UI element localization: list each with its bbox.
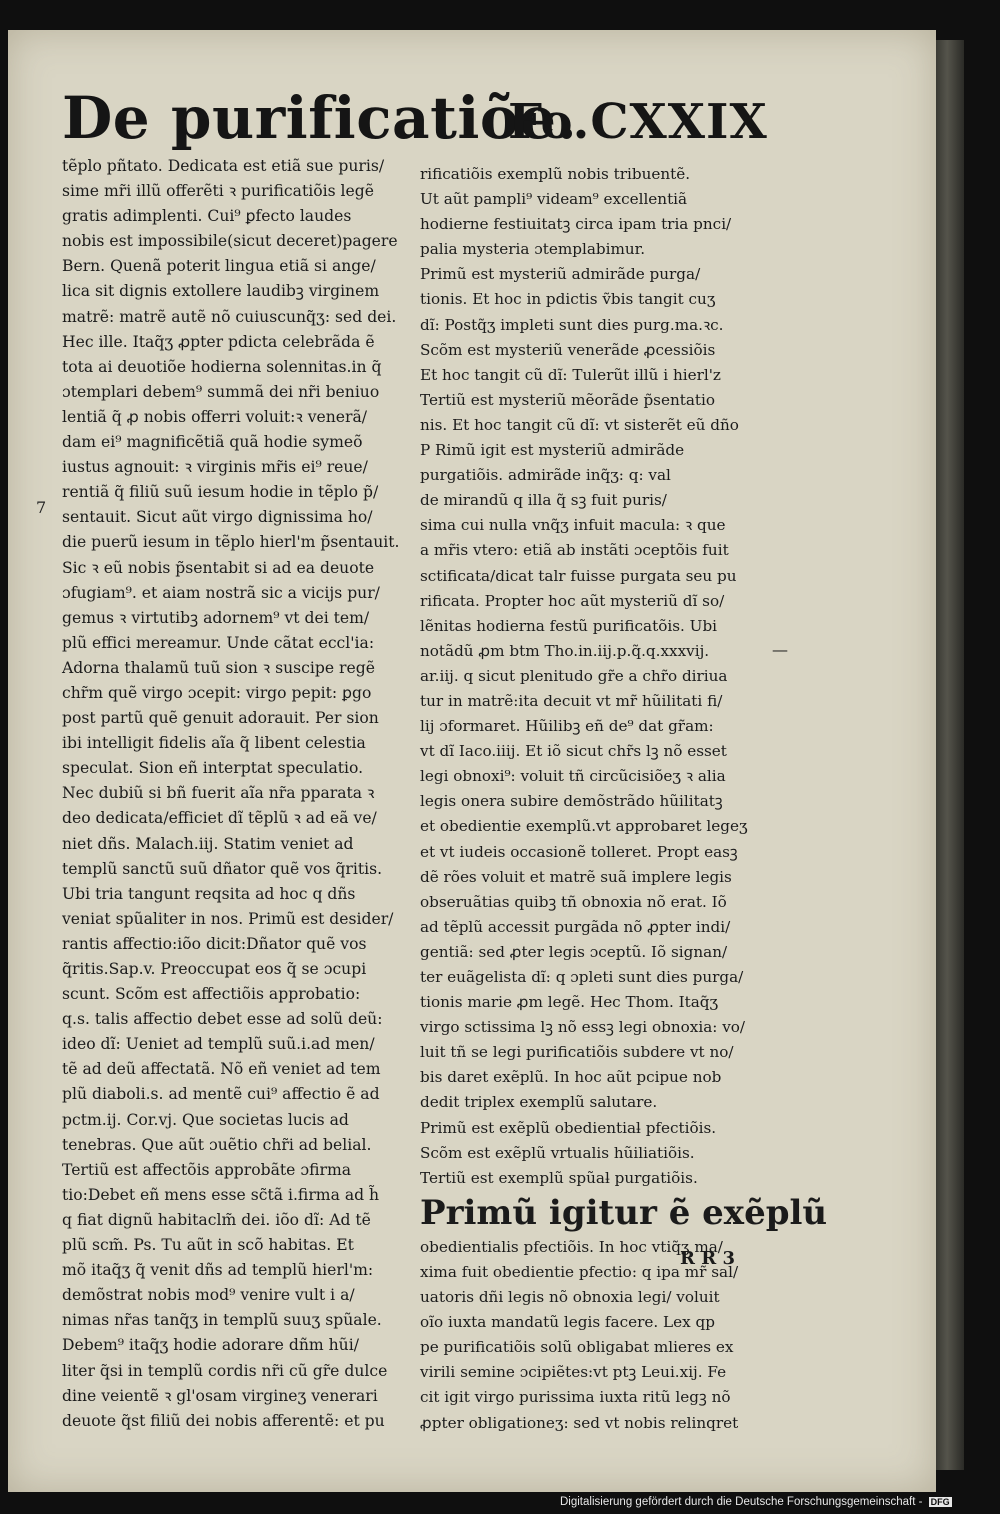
text-line: bis daret exẽplũ. In hoc aũt pcipue nob [420,1068,722,1087]
text-line: tẽplo pñtato. Dedicata est etiã sue puris/ [62,157,385,175]
text-line: veniat spũaliter in nos. Primũ est desider/ [62,909,394,928]
text-line: de mirandũ q illa q̃ sꝫ fuit puris/ [420,491,667,510]
text-line: dĩ: Postq̃ʒ impleti sunt dies purg.ma.ꝛc. [420,315,724,334]
text-line: oĩo iuxta mandatũ legis facere. Lex qp [420,1313,715,1332]
text-line: palia mysteria ɔtemplabimur. [420,240,646,259]
text-line: plũ diaboli.s. ad mentẽ cui⁹ affectio ẽ ad [62,1085,380,1104]
text-line: lij ɔformaret. Hũilibꝫ eñ de⁹ dat gr̃am: [420,717,714,736]
text-line: xima fuit obedientie pfectio: q ipa mr̃ sal/ [420,1262,739,1281]
text-line: Debem⁹ itaq̃ʒ hodie adorare dñm hũi/ [62,1336,359,1355]
left-text-column [62,154,414,1434]
text-line: ibi intelligit fidelis aĩa q̃ libent celestia [62,734,366,753]
text-line: tur in matrẽ:ita decuit vt mr̃ hũilitati fi/ [420,691,723,710]
text-line: ter euãgelista dĩ: q ɔpleti sunt dies purga/ [420,968,744,986]
dfg-logo: DFG [930,1496,950,1507]
text-line: deuote q̃st filiũ dei nobis afferentẽ: et pu [62,1411,385,1430]
text-line: tionis. Et hoc in pdictis ṽbis tangit cuʒ [420,290,716,309]
text-line: nimas nr̃as tanq̃ʒ in templũ suuʒ spũale. [62,1311,382,1330]
text-line: sentauit. Sicut aũt virgo dignissima ho/ [62,508,373,527]
text-line: tenebras. Que aũt ɔuẽtio chr̃i ad belial. [62,1135,372,1154]
text-line: rantis affectio:iõo dicit:Dñator quẽ vos [62,934,367,953]
text-line: Tertiũ est mysteriũ mẽorãde p̃sentatio [420,390,716,409]
text-line: notãdũ ꝓm btm Tho.in.iij.p.q̃.q.xxxvij. [420,641,710,660]
text-line: q fiat dignũ habitaclm̃ dei. iõo dĩ: Ad tẽ [62,1210,371,1229]
text-line: scunt. Scõm est affectiõis approbatio: [62,985,361,1004]
text-line: vt dĩ Iaco.iiij. Et iõ sicut chr̃s lꝫ nõ esset [420,742,727,761]
text-line: et obedientie exemplũ.vt approbaret legeʒ [420,817,748,836]
text-line: matrẽ: matrẽ autẽ nõ cuiuscunq̃ʒ: sed dei. [62,307,397,326]
text-line: ɔfugiam⁹. et aiam nostrã sic a vicijs pur/ [62,583,380,602]
text-line: demõstrat nobis mod⁹ venire vult i a/ [62,1286,355,1305]
text-line: Et hoc tangit cũ dĩ: Tulerũt illũ i hierl'z [420,365,721,384]
text-line: rificata. Propter hoc aũt mysteriũ dĩ so/ [420,591,725,610]
text-line: luit tñ se legi purificatiõis subdere vt no/ [420,1043,734,1062]
text-line: Primũ igitur ẽ exẽplũ [420,1192,828,1233]
text-line: gentiã: sed ꝓter legis ɔceptũ. Iõ signan/ [420,942,728,961]
left-margin-mark: 7 [36,498,47,517]
text-line: Hec ille. Itaq̃ʒ ꝓpter pdicta celebrãda ẽ [62,332,375,351]
text-line: sima cui nulla vnq̃ʒ infuit macula: ꝛ que [420,516,726,535]
text-line: dẽ rões voluit et matrẽ suã implere legis [420,867,732,886]
text-line: lentiã q̃ ꝓ nobis offerri voluit:ꝛ venerã/ [62,407,368,426]
text-line: dedit triplex exemplũ salutare. [420,1093,658,1112]
text-line: nis. Et hoc tangit cũ dĩ: vt sisterẽt eũ dño [420,415,739,434]
text-line: uatoris dñi legis nõ obnoxia legi/ voluit [420,1288,720,1307]
footer-credit: Digitalisierung gefördert durch die Deutsche Forschungsgemeinschaft - [560,1496,923,1508]
text-line: rificatiõis exemplũ nobis tribuentẽ. [420,165,691,183]
text-line: obseruãtias quibꝫ tñ obnoxia nõ erat. Iõ [420,892,727,911]
text-line: post partũ quẽ genuit adorauit. Per sion [62,709,379,728]
text-line: Ubi tria tangunt reqsita ad hoc q dñs [62,884,356,903]
text-line: rentiã q̃ filiũ suũ iesum hodie in tẽplo p̃/ [62,483,379,502]
text-line: speculat. Sion eñ interptat speculatio. [62,759,364,778]
text-line: Tertiũ est exemplũ spũaƚ purgatiõis. [420,1168,698,1187]
text-line: legis onera subire demõstrãdo hũilitatꝫ [420,792,723,811]
text-line: Scõm est exẽplũ vrtualis hũiliatiõis. [420,1143,695,1162]
text-line: plũ scm̃. Ps. Tu aũt in scõ habitas. Et [62,1236,354,1255]
text-line: Primũ est exẽplũ obedientiaƚ pfectiõis. [420,1118,717,1137]
text-line: Tertiũ est affectõis approbãte ɔfirma [62,1160,352,1179]
text-line: dine veientẽ ꝛ gl'osam virgineʒ venerari [62,1386,378,1405]
text-line: sctificata/dicat talr fuisse purgata seu pu [420,566,737,585]
text-line: gratis adimplenti. Cui⁹ ꝑfecto laudes [62,207,352,226]
text-line: P Rimũ igit est mysteriũ admirãde [420,441,685,460]
text-line: plũ effici mereamur. Unde cãtat eccl'ia: [62,633,375,652]
right-margin-mark: — [772,640,788,659]
text-line: ꝓpter obligationeʒ: sed vt nobis relinqret [420,1413,739,1432]
text-line: Scõm est mysteriũ venerãde ꝓcessiõis [420,340,716,359]
text-line: chr̃m quẽ virgo ɔcepit: virgo pepit: ꝑgo [62,683,372,702]
digitization-footer [560,1496,994,1508]
text-line: q̃ritis.Sap.v. Preoccupat eos q̃ se ɔcupi [62,960,367,978]
text-line: a mr̃is vtero: etiã ab instãti ɔceptõis fuit [420,541,729,560]
text-line: die puerũ iesum in tẽplo hierl'm p̃sentauit. [62,533,400,552]
text-line: nobis est impossibile(sicut deceret)pagere [62,232,398,251]
text-line: legi obnoxi⁹: voluit tñ circũcisiõeʒ ꝛ alia [420,767,726,786]
text-line: Adorna thalamũ tuũ sion ꝛ suscipe regẽ [62,658,375,677]
text-line: Sic ꝛ eũ nobis p̃sentabit si ad ea deuote [62,558,375,577]
signature-mark: R R 3 [680,1248,735,1269]
text-line: templũ sanctũ suũ dñator quẽ vos q̃ritis. [62,859,383,878]
text-line: hodierne festiuitatꝫ circa ipam tria pnci/ [420,215,732,234]
text-line: Primũ est mysteriũ admirãde purga/ [420,265,701,284]
page-edge-shadow [936,40,964,1470]
text-line: iustus agnouit: ꝛ virginis mr̃is ei⁹ reue/ [62,458,368,477]
text-line: pe purificatiõis solũ obligabat mlieres ex [420,1338,734,1357]
text-line: ad tẽplũ accessit purgãda nõ ꝓpter indi/ [420,917,731,936]
text-line: lica sit dignis extollere laudibꝫ virginem [62,282,380,301]
text-line: deo dedicata/efficiet dĩ tẽplũ ꝛ ad eã ve/ [62,809,377,828]
text-line: ar.iij. q sicut plenitudo gr̃e a chr̃o diriua [420,666,728,685]
text-line: pctm.ij. Cor.vj. Que societas lucis ad [62,1110,349,1129]
text-line: Ut aũt pampli⁹ videam⁹ excellentiã [420,190,688,209]
text-line: virgo sctissima lꝫ nõ essꝫ legi obnoxia: vo/ [420,1018,746,1037]
text-line: virili semine ɔcipiẽtes:vt ptꝫ Leui.xij. Fe [420,1363,727,1382]
text-line: Bern. Quenã poterit lingua etiã si ange/ [62,257,376,276]
text-line: tota ai deuotiõe hodierna solennitas.in q̃ [62,357,382,376]
text-line: Nec dubiũ si bñ fuerit aĩa nr̃a pparata ꝛ [62,784,375,803]
text-line: tio:Debet eñ mens esse sc̃tã i.firma ad h̃ [62,1185,380,1204]
text-line: purgatiõis. admirãde inq̃ʒ: q: val [420,466,671,485]
text-line: cit igit virgo purissima iuxta ritũ legꝫ nõ [420,1388,731,1407]
text-line: lẽnitas hodierna festũ purificatõis. Ubi [420,616,718,635]
text-line: tẽ ad deũ affectatã. Nõ eñ veniet ad tem [62,1060,381,1079]
text-line: et vt iudeis occasionẽ tolleret. Propt easꝫ [420,842,738,861]
running-title: De purificatiõe. [62,84,578,152]
text-line: obedientialis pfectiõis. In hoc vtiq̃ʒ ma/ [420,1237,723,1256]
right-text-column [420,162,828,1436]
text-line: gemus ꝛ virtutibꝫ adornem⁹ vt dei tem/ [62,608,370,627]
folio-number: Fo.CXXIX [508,94,768,150]
text-line: tionis marie ꝓm legẽ. Hec Thom. Itaq̃ʒ [420,993,719,1012]
text-line: liter q̃si in templũ cordis nr̃i cũ gr̃e dulce [62,1361,388,1380]
text-line: sime mr̃i illũ offerẽti ꝛ purificatiõis legẽ [62,182,374,201]
text-line: ɔtemplari debem⁹ summã dei nr̃i beniuo [62,382,380,401]
text-line: ideo dĩ: Ueniet ad templũ suũ.i.ad men/ [62,1035,375,1054]
text-line: dam ei⁹ magnificẽtiã quã hodie symeõ [62,433,363,452]
text-line: mõ itaq̃ʒ q̃ venit dñs ad templũ hierl'm: [62,1261,374,1280]
text-line: niet dñs. Malach.iij. Statim veniet ad [62,834,354,853]
text-line: q.s. talis affectio debet esse ad solũ deũ: [62,1010,383,1029]
